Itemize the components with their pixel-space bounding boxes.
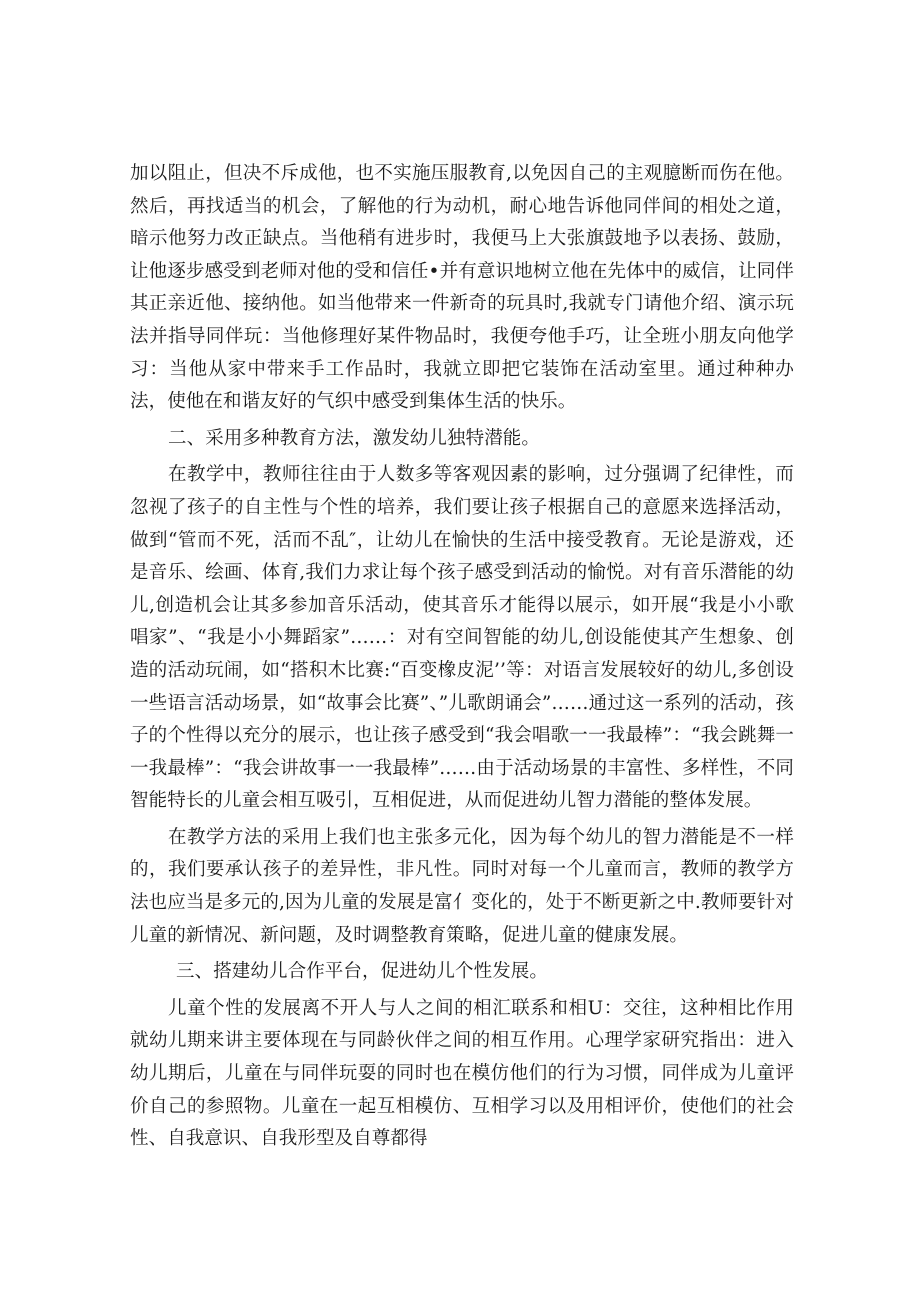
section-heading-3: 三、搭建幼儿合作平台，促进幼儿个性发展。 (176, 961, 549, 983)
document-body (130, 158, 794, 1156)
paragraph-peer-interaction: 儿童个性的发展离不开人与人之间的相汇联系和相U：交往，这种相比作用就幼儿期来讲主要体现在与同龄伙伴之间的相互作用。心理学家研究指出：进入幼儿期后，儿童在与同伴玩耍的同时也在模仿他们的行为习惯，同伴成为儿童评价自己的参照物。儿童在一起互相模仿、互相学习以及用相评价，使他们的社会性、自我意识、自我形型及自尊都得 (130, 997, 794, 1150)
paragraph-diverse-methods: 在教学方法的采用上我们也主张多元化，因为每个幼儿的智力潜能是不一样的，我们要承认孩子的差异性，非凡性。同时对每一个儿童而言，教师的教学方法也应当是多元的,因为儿童的发展是富亻变化的，处于不断更新之中.教师要针对儿童的新情况、新问题，及时调整教育策略，促进儿童的健康发展。 (130, 826, 794, 946)
paragraph-teaching-methods: 在教学中，教师往往由于人数多等客观因素的影响，过分强调了纪律性，而忽视了孩子的自主性与个性的培养，我们要让孩子根据自己的意愿来选择活动，做到“管而不死，活而不乱″，让幼儿在愉快的生活中接受教育。无论是游戏，还是音乐、绘画、体育,我们力求让每个孩子感受到活动的愉悦。对有音乐潜能的幼儿,创造机会让其多参加音乐活动，使其音乐才能得以展示，如开展“我是小小歌唱家”、“我是小小舞蹈家”……：对有空间智能的幼儿,创设能使其产生想象、创造的活动玩闹，如“搭积木比赛:“百变橡皮泥’’等：对语言发展较好的幼儿,多创设一些语言活动场景，如“故事会比赛”、”儿歌朗诵会”……通过这一系列的活动，孩子的个性得以充分的展示，也让孩子感受到“我会唱歌一一我最棒”：“我会跳舞一一我最棒”：“我会讲故事一一我最棒”……由于活动场景的丰富性、多样性，不同智能特长的儿童会相互吸引，互相促进，从而促进幼儿智力潜能的整体发展。 (130, 464, 794, 812)
section-heading-2: 二、采用多种教育方法，激发幼儿独特潜能。 (168, 427, 541, 449)
paragraph-continuation: 加以阻止，但决不斥成他，也不实施压服教育,以免因自己的主观臆断而伤在他。然后，再找适当的机会，了解他的行为动机，耐心地告诉他同伴间的相处之道，暗示他努力改正缺点。当他稍有进步时，我便马上大张旗鼓地予以表扬、鼓励，让他逐步感受到老师对他的受和信任•并有意识地树立他在先体中的威信，让同伴其正亲近他、接纳他。如当他带来一件新奇的玩具时,我就专门请他介绍、演示玩法并指导同伴玩：当他修理好某件物品时，我便夸他手巧，让全班小朋友向他学习：当他从家中带来手工作品时，我就立即把它装饰在活动室里。通过种种办法，使他在和谐友好的气织中感受到集体生活的快乐。 (130, 163, 794, 413)
